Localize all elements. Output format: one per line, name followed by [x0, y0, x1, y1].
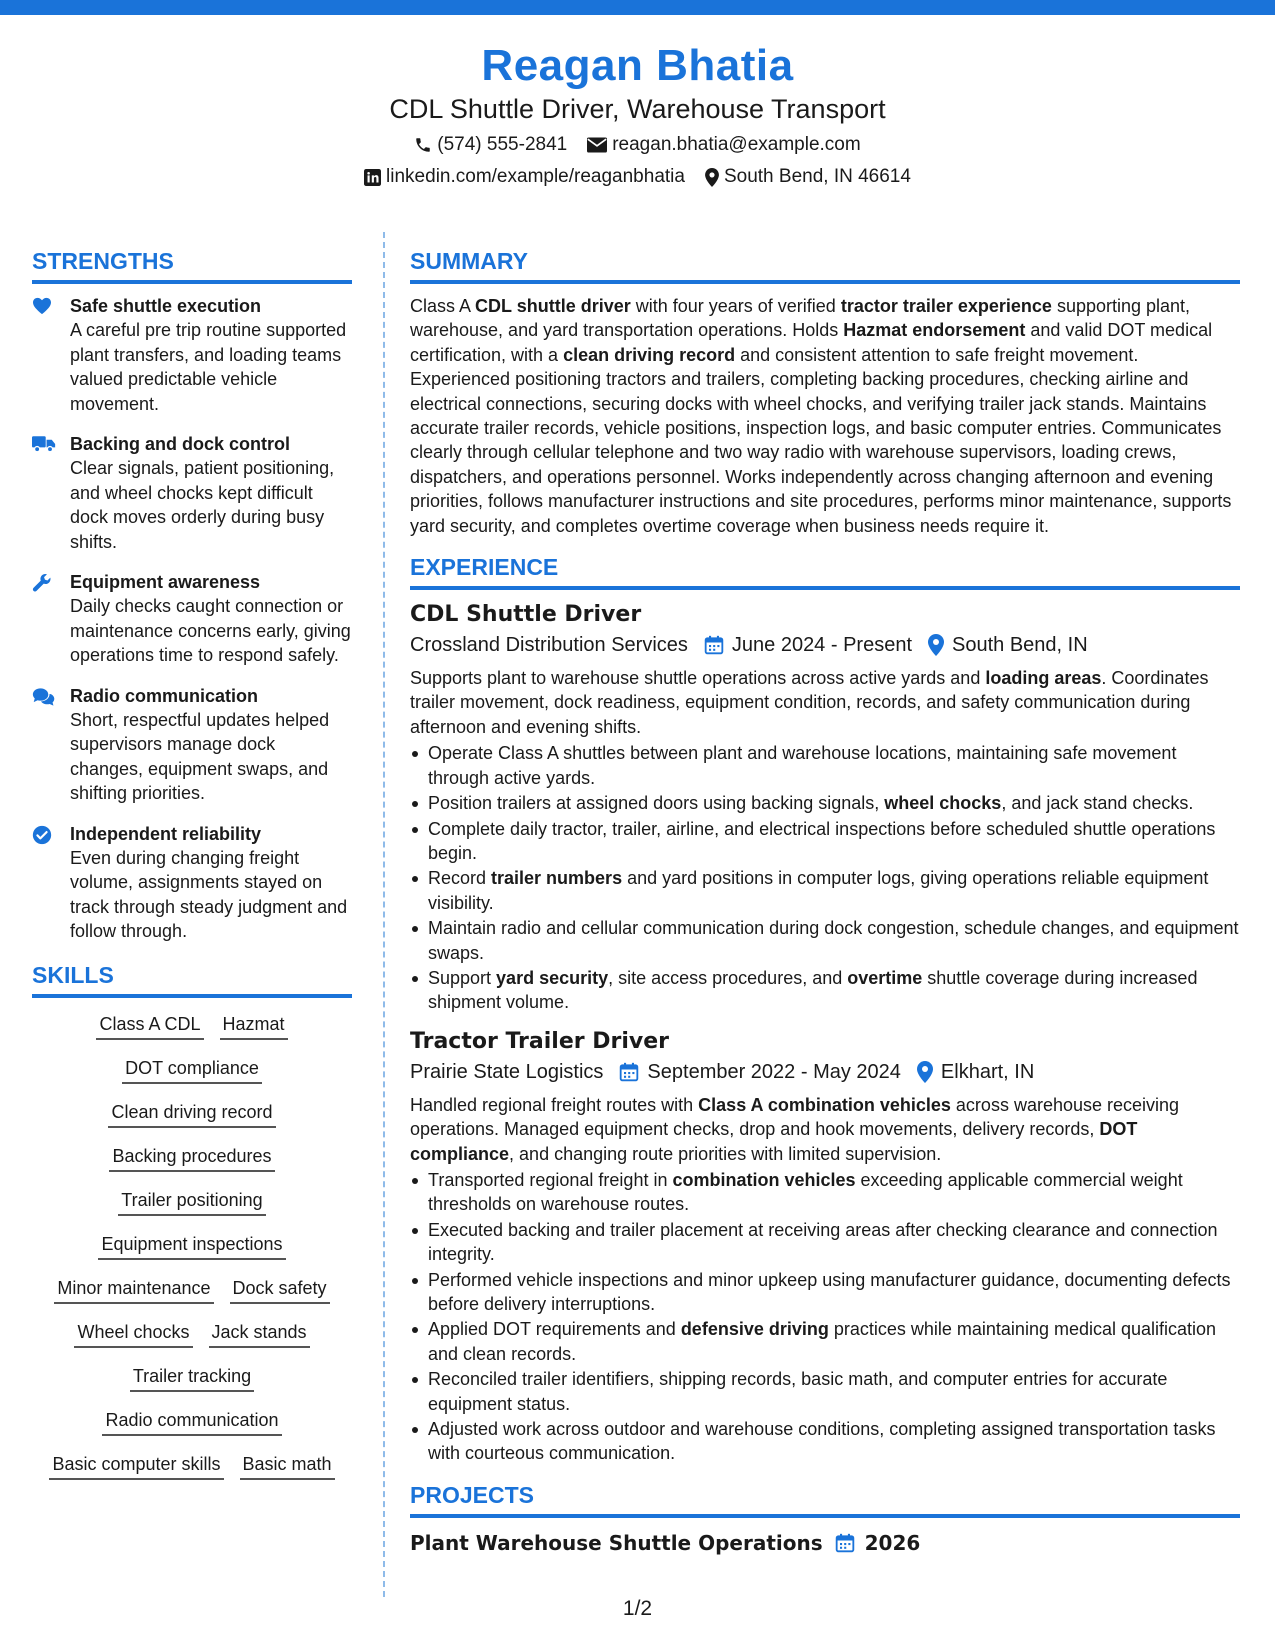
- text-segment: Support: [428, 967, 497, 988]
- text-segment: , and changing route priorities with limited supervision.: [509, 1143, 942, 1164]
- skill-row: [32, 1188, 352, 1216]
- text-segment: Class A: [410, 296, 476, 316]
- summary-heading: SUMMARY: [410, 246, 1240, 284]
- text-segment: Operate Class A shuttles between plant and warehouse locations, maintaining safe movement through active yards.: [428, 743, 1177, 788]
- strength-title: Independent reliability: [70, 823, 262, 844]
- skill-tag: Dock safety: [230, 1276, 330, 1304]
- strength-desc: Clear signals, patient positioning, and wheel chocks kept difficult dock moves orderly during busy shifts.: [70, 458, 335, 552]
- summary-text: [410, 294, 1240, 538]
- skill-tag: Jack stands: [209, 1320, 310, 1348]
- skill-tag: Trailer tracking: [130, 1364, 254, 1392]
- candidate-title: CDL Shuttle Driver, Warehouse Transport: [389, 94, 886, 124]
- phone-contact[interactable]: [414, 132, 567, 158]
- strength-desc: Short, respectful updates helped supervisors manage dock changes, equipment swaps, and shifting priorities.: [70, 709, 330, 803]
- job-bullets: [410, 741, 1240, 1014]
- chat-icon: [32, 684, 70, 806]
- bold-keyword: DOT compliance: [410, 1119, 1138, 1164]
- text-segment: Maintain radio and cellular communication during dock congestion, schedule changes, and equipment swaps.: [428, 918, 1239, 963]
- job-description: [410, 1093, 1240, 1166]
- skill-tag: Trailer positioning: [118, 1188, 265, 1216]
- strength-desc: Even during changing freight volume, assignments stayed on track through steady judgment and follow through.: [70, 847, 348, 941]
- calendar-icon: [704, 635, 724, 655]
- project-item: [410, 1528, 1240, 1558]
- strength-body: [70, 294, 352, 416]
- job-dates-text: September 2022 - May 2024: [647, 1060, 901, 1083]
- bold-keyword: yard security: [496, 967, 609, 988]
- bullet-item: [410, 1317, 1240, 1366]
- text-segment: , site access procedures, and: [608, 967, 848, 988]
- projects-heading: PROJECTS: [410, 1480, 1240, 1518]
- bold-keyword: Hazmat endorsement: [843, 320, 1026, 341]
- linkedin-text: linkedin.com/example/reaganbhatia: [386, 166, 685, 187]
- candidate-name: Reagan Bhatia: [481, 41, 794, 90]
- job-title: Tractor Trailer Driver: [410, 1028, 670, 1054]
- bold-keyword: tractor trailer experience: [840, 296, 1052, 316]
- strength-item: [32, 432, 352, 554]
- left-column: [32, 246, 352, 1496]
- right-column: [410, 246, 1240, 1558]
- text-segment: Reconciled trailer identifiers, shipping records, basic math, and computer entries for accurate equipment status.: [428, 1369, 1168, 1414]
- skill-row: [32, 1232, 352, 1260]
- strength-desc: A careful pre trip routine supported plant transfers, and loading teams valued predictable vehicle movement.: [70, 320, 347, 414]
- strength-desc: Daily checks caught connection or maintenance concerns early, giving operations time to respond safely.: [70, 596, 351, 665]
- text-segment: Transported regional freight in: [428, 1169, 673, 1190]
- heart-icon: [32, 294, 70, 416]
- skill-row: [32, 1144, 352, 1172]
- map-pin-icon: [917, 1061, 933, 1083]
- project-year: 2026: [864, 1530, 921, 1555]
- email-text: reagan.bhatia@example.com: [612, 134, 861, 155]
- top-accent-bar: [0, 0, 1275, 15]
- text-segment: Executed backing and trailer placement at receiving areas after checking clearance and connection integrity.: [428, 1219, 1218, 1265]
- text-segment: Applied DOT requirements and: [428, 1319, 681, 1340]
- bullet-item: [410, 1268, 1240, 1317]
- calendar-icon: [835, 1533, 855, 1553]
- projects-section: [410, 1480, 1240, 1558]
- strength-item: [32, 294, 352, 416]
- truck-icon: [32, 432, 70, 554]
- skill-row: [32, 1100, 352, 1128]
- company-name: Crossland Distribution Services: [410, 634, 688, 657]
- skills-list: [32, 1012, 352, 1480]
- skill-tag: Minor maintenance: [54, 1276, 213, 1304]
- text-segment: and valid DOT medical certification, with a: [410, 320, 1213, 365]
- calendar-icon: [619, 1062, 639, 1082]
- text-segment: Complete daily tractor, trailer, airline, and electrical inspections before scheduled shuttle operations begin.: [428, 818, 1216, 863]
- bold-keyword: trailer numbers: [491, 868, 623, 889]
- wrench-icon: [32, 570, 70, 668]
- job-meta: [410, 1057, 1240, 1087]
- skill-tag: Radio communication: [102, 1408, 281, 1436]
- text-segment: and consistent attention to safe freight movement. Experienced positioning tractors and trailers, completing backing procedures, checking airline and electrical connections, securing docks with wheel chocks, and verifying trailer jack stands. Maintains accurate trailer records, vehicle positions, inspection logs, and basic computer entries. Communicates clearly through cellular telephone and two way radio with warehouse supervisors, loading crews, dispatchers, and operations personnel. Works independently across changing afternoon and evening priorities, follows manufacturer instructions and site procedures, performs minor maintenance, supports yard security, and completes overtime coverage when business needs require it.: [410, 344, 1232, 536]
- job-entry: [410, 600, 1240, 1015]
- job-entry: [410, 1027, 1240, 1466]
- text-segment: Performed vehicle inspections and minor upkeep using manufacturer guidance, documenting defects before delivery interruptions.: [428, 1269, 1231, 1314]
- strength-title: Equipment awareness: [70, 572, 261, 592]
- text-segment: and yard positions in computer logs, giving operations reliable equipment visibility.: [428, 868, 1209, 913]
- bullet-item: [410, 1218, 1240, 1267]
- text-segment: Adjusted work across outdoor and warehouse conditions, completing assigned transportation tasks with courteous communication.: [428, 1419, 1216, 1464]
- email-contact[interactable]: [587, 132, 860, 158]
- skill-row: [32, 1364, 352, 1392]
- job-dates: [619, 1057, 901, 1087]
- strengths-list: [32, 294, 352, 944]
- contact-row-2: [0, 164, 1275, 190]
- strength-item: [32, 822, 352, 944]
- strengths-heading: STRENGTHS: [32, 246, 352, 284]
- skill-row: [32, 1012, 352, 1040]
- bullet-item: [410, 741, 1240, 790]
- skill-row: [32, 1276, 352, 1304]
- skill-tag: Equipment inspections: [98, 1232, 285, 1260]
- linkedin-contact[interactable]: [364, 164, 685, 190]
- skill-tag: Clean driving record: [108, 1100, 275, 1128]
- envelope-icon: [587, 137, 607, 153]
- skill-tag: Wheel chocks: [74, 1320, 192, 1348]
- strength-body: [70, 570, 352, 668]
- company-name: Prairie State Logistics: [410, 1060, 604, 1083]
- text-segment: with four years of verified: [630, 296, 841, 316]
- strength-title: Backing and dock control: [70, 434, 291, 454]
- skill-tag: DOT compliance: [122, 1056, 262, 1084]
- bullet-item: [410, 1367, 1240, 1416]
- text-segment: practices while maintaining medical qualification and clean records.: [428, 1319, 1217, 1364]
- skills-heading: SKILLS: [32, 960, 352, 998]
- skill-row: [32, 1056, 352, 1084]
- skill-row: [32, 1452, 352, 1480]
- job-dates: [704, 630, 912, 660]
- bullet-item: [410, 1168, 1240, 1217]
- check-circle-icon: [32, 822, 70, 944]
- jobs-list: [410, 600, 1240, 1466]
- text-segment: , and jack stand checks.: [1001, 793, 1194, 814]
- job-description: [410, 666, 1240, 739]
- bullet-item: [410, 866, 1240, 915]
- bullet-item: [410, 966, 1240, 1015]
- skill-row: [32, 1408, 352, 1436]
- skill-tag: Class A CDL: [96, 1012, 203, 1040]
- strength-item: [32, 570, 352, 668]
- skills-section: [32, 960, 352, 1480]
- text-segment: supporting plant, warehouse, and yard transportation operations. Holds: [410, 296, 1191, 341]
- text-segment: Handled regional freight routes with: [410, 1094, 699, 1115]
- strength-title: Radio communication: [70, 685, 259, 706]
- experience-heading: EXPERIENCE: [410, 552, 1240, 590]
- bold-keyword: combination vehicles: [672, 1169, 856, 1190]
- bullet-item: [410, 791, 1240, 815]
- skill-tag: Backing procedures: [109, 1144, 274, 1172]
- bold-keyword: loading areas: [985, 668, 1102, 689]
- map-pin-icon: [928, 634, 944, 656]
- bold-keyword: CDL shuttle driver: [475, 296, 631, 316]
- location-contact: [705, 164, 911, 190]
- job-location: [928, 630, 1088, 660]
- text-segment: shuttle coverage during increased shipment volume.: [428, 967, 1198, 1013]
- phone-text: (574) 555-2841: [437, 134, 568, 155]
- skill-tag: Basic math: [240, 1452, 335, 1480]
- job-location-text: South Bend, IN: [952, 634, 1088, 657]
- strength-title: Safe shuttle execution: [70, 296, 262, 316]
- strength-item: [32, 684, 352, 806]
- map-pin-icon: [705, 168, 719, 187]
- job-location-text: Elkhart, IN: [940, 1060, 1035, 1083]
- strength-body: [70, 432, 352, 554]
- text-segment: Position trailers at assigned doors using backing signals,: [428, 793, 885, 814]
- bold-keyword: defensive driving: [680, 1319, 829, 1340]
- project-title: Plant Warehouse Shuttle Operations: [410, 1530, 823, 1555]
- bullet-item: [410, 916, 1240, 965]
- text-segment: exceeding applicable commercial weight thresholds on warehouse routes.: [428, 1169, 1183, 1215]
- skill-tag: Basic computer skills: [49, 1452, 223, 1480]
- text-segment: across warehouse receiving operations. Managed equipment checks, drop and hook movements, delivery records,: [410, 1094, 1180, 1140]
- text-segment: Supports plant to warehouse shuttle operations across active yards and: [410, 668, 986, 689]
- text-segment: Record: [428, 868, 492, 889]
- bullet-item: [410, 817, 1240, 866]
- strength-body: [70, 684, 352, 806]
- strength-body: [70, 822, 352, 944]
- page-number: 1/2: [622, 1597, 653, 1620]
- column-divider: [383, 232, 385, 1597]
- location-text: South Bend, IN 46614: [723, 166, 911, 187]
- job-meta: [410, 630, 1240, 660]
- text-segment: . Coordinates trailer movement, dock readiness, equipment condition, records, and safety communication during afternoon and evening shifts.: [410, 668, 1209, 737]
- skill-row: [32, 1320, 352, 1348]
- linkedin-icon: [364, 169, 381, 186]
- phone-icon: [414, 136, 432, 154]
- bold-keyword: overtime: [847, 967, 923, 988]
- projects-list: [410, 1528, 1240, 1558]
- job-bullets: [410, 1168, 1240, 1466]
- contact-row-1: [0, 132, 1275, 158]
- bold-keyword: wheel chocks: [884, 793, 1002, 814]
- skill-tag: Hazmat: [220, 1012, 288, 1040]
- job-title: CDL Shuttle Driver: [410, 602, 642, 628]
- resume-header: [0, 40, 1275, 190]
- bold-keyword: Class A combination vehicles: [698, 1094, 951, 1115]
- job-location: [917, 1057, 1034, 1087]
- bold-keyword: clean driving record: [563, 344, 736, 365]
- bullet-item: [410, 1417, 1240, 1466]
- job-dates-text: June 2024 - Present: [731, 634, 913, 657]
- experience-section: [410, 552, 1240, 1466]
